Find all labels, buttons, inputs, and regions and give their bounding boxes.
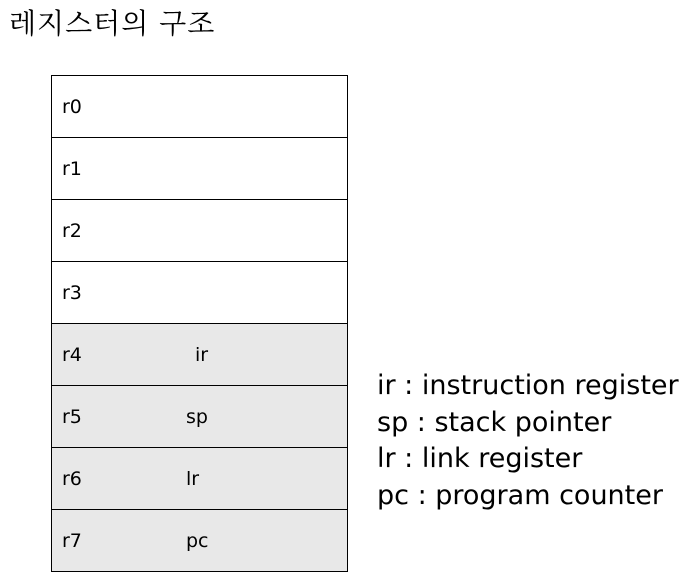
diagram-title: 레지스터의 구조 [9, 7, 216, 40]
register-row-r0 [52, 76, 347, 138]
register-alias: ir [195, 343, 209, 366]
legend-item: ir : instruction register [377, 370, 679, 401]
register-row-r1 [52, 138, 347, 200]
register-name: r1 [62, 157, 82, 180]
register-legend [377, 368, 679, 514]
register-row-r7 [52, 510, 347, 571]
register-row-r5 [52, 386, 347, 448]
register-row-r3 [52, 262, 347, 324]
legend-item: sp : stack pointer [377, 406, 612, 438]
register-name: r4 [62, 343, 82, 366]
register-name: r0 [62, 95, 82, 118]
register-alias: sp [186, 405, 208, 428]
legend-item: pc : program counter [377, 479, 663, 511]
legend-item: lr : link register [377, 443, 583, 474]
register-alias: pc [186, 529, 209, 552]
register-table [51, 75, 348, 572]
register-alias: lr [186, 467, 200, 490]
register-name: r5 [62, 405, 82, 428]
register-name: r3 [62, 281, 82, 304]
register-name: r2 [62, 219, 82, 242]
register-name: r6 [62, 467, 82, 490]
register-row-r6 [52, 448, 347, 510]
register-row-r4 [52, 324, 347, 386]
register-name: r7 [62, 529, 82, 552]
register-row-r2 [52, 200, 347, 262]
